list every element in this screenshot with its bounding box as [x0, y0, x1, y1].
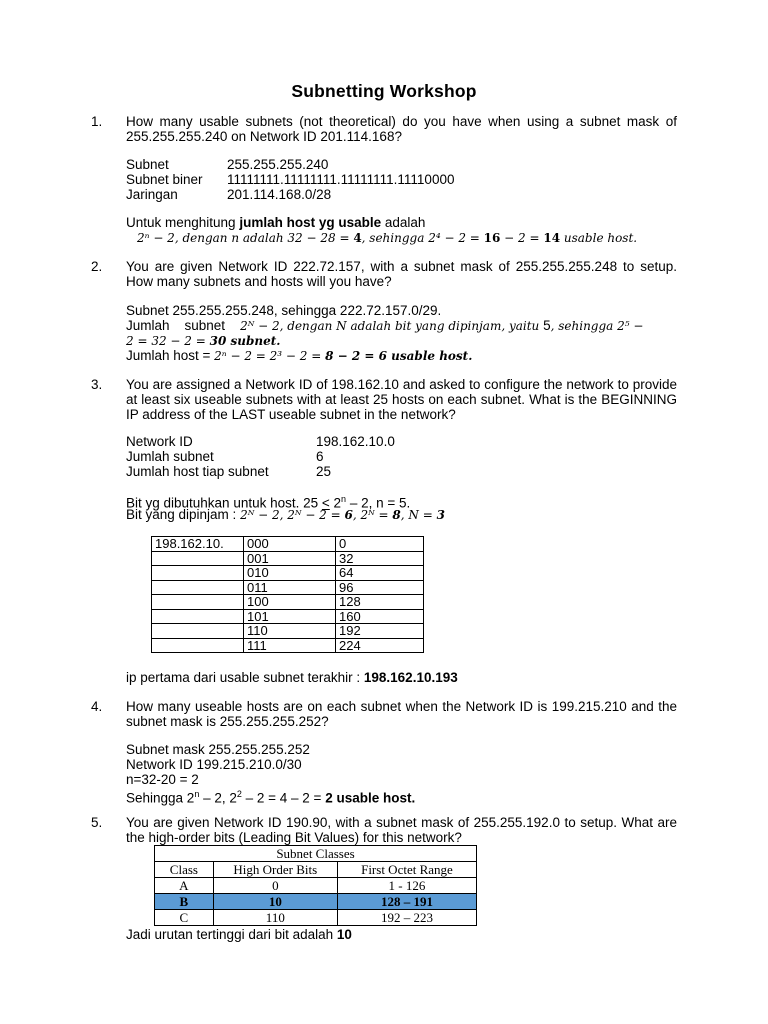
q2-jumlah-subnet-cont	[126, 333, 677, 349]
table-row-highlighted	[155, 894, 477, 910]
table-row	[155, 910, 477, 926]
text-fragment: 2ⁿ − 2, dengan n adalah 32 − 28 =	[137, 231, 354, 245]
q2-jumlah-host-line	[126, 348, 677, 364]
q4-number: 4.	[91, 699, 103, 714]
q2-jumlah-subnet-line	[126, 318, 677, 334]
text-fragment: 000	[244, 537, 336, 552]
q1-row-subnet-biner	[126, 172, 677, 187]
q3-bit-pinjam-line	[126, 507, 677, 523]
q2-number: 2.	[91, 259, 103, 274]
q3-row-network-id	[126, 434, 677, 449]
q4-line: Subnet mask 255.255.255.252	[126, 742, 310, 757]
q4-sehingga-line	[126, 787, 677, 806]
text-fragment: , sehingga 2⁵ −	[550, 319, 644, 333]
text-fragment: 8 − 2 = 6 usable host.	[325, 349, 473, 363]
text-fragment	[152, 595, 244, 610]
text-fragment: 30 subnet.	[209, 334, 281, 348]
text-fragment: 011	[244, 580, 336, 595]
q1-question: How many usable subnets (not theoretical) do you have when using a subnet mask of 255.255.255.240 on Network ID 201.114.168?	[126, 114, 677, 144]
text-fragment: A	[155, 878, 214, 894]
text-fragment: 2ⁿ − 2 = 2³ − 2 =	[214, 349, 326, 363]
q1-row-value: 201.114.168.0/28	[227, 187, 332, 202]
text-fragment: 8	[392, 508, 401, 522]
text-fragment	[152, 638, 244, 653]
page-title: Subnetting Workshop	[291, 81, 477, 101]
text-fragment: 2	[236, 789, 242, 799]
table-row	[152, 595, 424, 610]
text-fragment: 5	[543, 318, 551, 333]
text-fragment: 160	[336, 609, 424, 624]
text-fragment: 2 = 32 − 2 =	[126, 334, 210, 348]
text-fragment: 14	[543, 231, 561, 245]
table-row	[155, 878, 477, 894]
q1-row-label: Subnet	[126, 157, 169, 172]
text-fragment	[152, 566, 244, 581]
text-fragment: 6	[344, 508, 353, 522]
q3-answer	[126, 670, 677, 685]
table-row	[152, 580, 424, 595]
q1-row-value: 11111111.11111111.11111111.11110000	[227, 172, 455, 187]
q2-question: You are given Network ID 222.72.157, with a subnet mask of 255.255.255.248 to setup. How many subnets and hosts will you have?	[126, 259, 677, 289]
q1-explanation	[126, 215, 677, 230]
text-fragment: <	[321, 495, 330, 511]
q4-line: Network ID 199.215.210.0/30	[126, 757, 302, 772]
text-fragment: 96	[336, 580, 424, 595]
text-fragment: 25	[316, 464, 332, 479]
q1-row-label: Jaringan	[126, 187, 178, 202]
table-header-row	[155, 862, 477, 878]
q2-subnet-line: Subnet 255.255.255.248, sehingga 222.72.157.0/29.	[126, 303, 442, 318]
q1-row-subnet	[126, 157, 677, 172]
text-fragment: Jadi urutan tertinggi dari bit adalah	[126, 927, 337, 942]
q1-details	[126, 157, 677, 202]
column-header: High Order Bits	[213, 862, 337, 878]
q1-number: 1.	[91, 114, 103, 129]
q3-details	[126, 434, 677, 479]
text-fragment: 128	[336, 595, 424, 610]
text-fragment: usable host.	[560, 231, 638, 245]
text-fragment: B	[155, 894, 214, 910]
text-fragment: ip pertama dari usable subnet terakhir :	[126, 670, 364, 685]
q3-subnet-table	[151, 536, 424, 653]
text-fragment: 128 – 191	[337, 894, 476, 910]
text-fragment: Network ID	[126, 434, 193, 449]
table-row	[152, 537, 424, 552]
text-fragment: Untuk menghitung	[126, 215, 240, 230]
text-fragment: jumlah host yg usable	[239, 215, 382, 230]
text-fragment: − 2 =	[500, 231, 544, 245]
text-fragment: n	[341, 494, 347, 504]
text-fragment: Jumlah subnet	[126, 449, 214, 464]
text-fragment: Jumlah host =	[126, 348, 215, 363]
text-fragment	[152, 580, 244, 595]
q4-line: n=32-20 = 2	[126, 772, 199, 787]
text-fragment	[152, 609, 244, 624]
text-fragment: 10	[213, 894, 337, 910]
text-fragment: 001	[244, 551, 336, 566]
text-fragment: 1 - 126	[337, 878, 476, 894]
text-fragment: 6	[316, 449, 324, 464]
text-fragment	[152, 551, 244, 566]
text-fragment: 3	[436, 508, 445, 522]
text-fragment: 224	[336, 638, 424, 653]
q1-row-value: 255.255.255.240	[227, 157, 329, 172]
text-fragment: , 2ᴺ =	[352, 508, 393, 522]
table-row	[152, 638, 424, 653]
text-fragment: Jumlah host tiap subnet	[126, 464, 269, 479]
text-fragment: 192 – 223	[337, 910, 476, 926]
q3-row-jumlah-subnet	[126, 449, 677, 464]
table-row	[152, 609, 424, 624]
text-fragment: n	[194, 789, 200, 799]
q3-question: You are assigned a Network ID of 198.162.10 and asked to configure the network to provide at least six useable subnets with at least 25 hosts on each subnet. What is the BEGINNING IP address of the LAST useable subnet in the network?	[126, 377, 677, 422]
text-fragment: 111	[244, 638, 336, 653]
text-fragment: adalah	[381, 215, 426, 230]
text-fragment: Bit yg dibutuhkan untuk host. 25	[126, 495, 322, 511]
text-fragment: – 2, n = 5.	[346, 495, 411, 511]
text-fragment: Sehingga 2	[126, 790, 195, 806]
column-header: Class	[155, 862, 214, 878]
text-fragment: 198.162.10.193	[363, 670, 458, 685]
text-fragment: 010	[244, 566, 336, 581]
text-fragment: 2 usable host.	[325, 790, 416, 806]
table-title: Subnet Classes	[155, 846, 477, 862]
text-fragment: 32	[336, 551, 424, 566]
text-fragment: 198.162.10.	[152, 537, 244, 552]
text-fragment: 0	[336, 537, 424, 552]
column-header: First Octet Range	[337, 862, 476, 878]
text-fragment: 110	[244, 624, 336, 639]
text-fragment: 100	[244, 595, 336, 610]
q3-row-jumlah-host	[126, 464, 677, 479]
text-fragment: 16	[483, 231, 501, 245]
q3-number: 3.	[91, 377, 103, 392]
table-row	[152, 551, 424, 566]
text-fragment: 101	[244, 609, 336, 624]
q5-number: 5.	[91, 815, 103, 830]
text-fragment: , N =	[400, 508, 437, 522]
text-fragment: C	[155, 910, 214, 926]
q5-answer	[126, 927, 677, 942]
text-fragment: 192	[336, 624, 424, 639]
text-fragment: 0	[213, 878, 337, 894]
text-fragment: Bit yang dipinjam :	[126, 507, 241, 522]
q1-row-jaringan	[126, 187, 677, 202]
q5-subnet-classes-table	[154, 845, 477, 926]
table-row	[152, 624, 424, 639]
text-fragment	[152, 624, 244, 639]
q5-question: You are given Network ID 190.90, with a subnet mask of 255.255.192.0 to setup. What are the high-order bits (Leading Bit Values) for this network?	[126, 815, 677, 845]
text-fragment: , sehingga 2⁴ − 2 =	[361, 231, 484, 245]
text-fragment: 110	[213, 910, 337, 926]
q4-details	[126, 742, 677, 806]
text-fragment: Jumlah subnet	[126, 318, 226, 333]
text-fragment: 2ᴺ − 2, dengan N adalah bit yang dipinjam, yaitu	[240, 319, 544, 333]
text-fragment: – 2 = 4 – 2 =	[241, 790, 326, 806]
text-fragment: 4	[353, 231, 362, 245]
text-fragment: 2ᴺ − 2, 2ᴺ − 2 =	[240, 508, 345, 522]
text-fragment: 64	[336, 566, 424, 581]
table-title-row	[155, 846, 477, 862]
text-fragment: – 2, 2	[199, 790, 237, 806]
text-fragment: 2	[329, 495, 342, 511]
text-fragment: 10	[336, 927, 352, 942]
q1-formula	[137, 231, 637, 245]
table-row	[152, 566, 424, 581]
q4-question: How many useable hosts are on each subnet when the Network ID is 199.215.210 and the subnet mask is 255.255.255.252?	[126, 699, 677, 729]
text-fragment: 198.162.10.0	[316, 434, 395, 449]
q1-row-label: Subnet biner	[126, 172, 203, 187]
